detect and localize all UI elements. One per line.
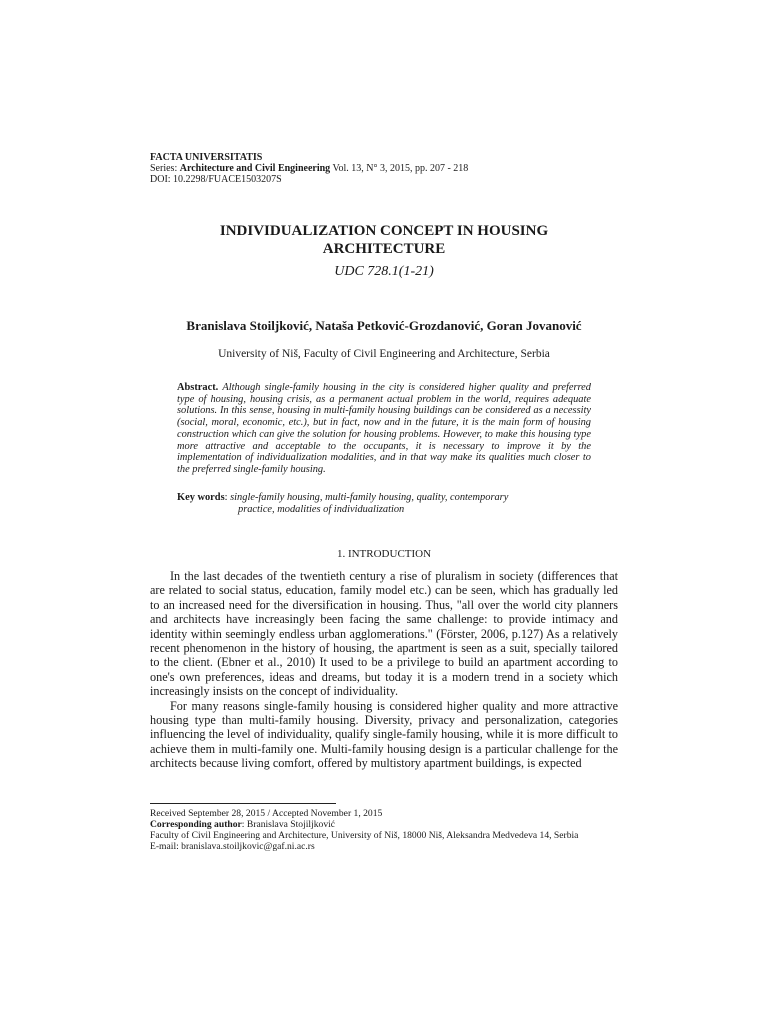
- series-details: Vol. 13, N° 3, 2015, pp. 207 - 218: [330, 163, 469, 174]
- footnote-divider: [150, 803, 336, 804]
- section-number: 1. I: [336, 548, 352, 560]
- section-heading: [150, 548, 618, 560]
- title-line-1: INDIVIDUALIZATION CONCEPT IN HOUSING: [219, 223, 549, 239]
- authors: Branislava Stoiljković, Nataša Petković-Grozdanović, Goran Jovanović: [186, 318, 582, 333]
- series-line: [150, 163, 468, 174]
- paper-title: [150, 222, 618, 258]
- abstract-label: Abstract.: [177, 382, 219, 393]
- corresponding-author: [150, 819, 618, 830]
- title-line-2: ARCHITECTURE: [322, 241, 446, 257]
- paragraph: In the last decades of the twentieth century a rise of pluralism in society (differences that are related to social status, education, family model etc.) can be seen, which has gradually led to an increased need for the diversification in housing. Thus, "all over the world city planners and architects have increasingly been facing the same challenge: to provide intimacy and identity within seemingly endless urban agglomerations." (Förster, 2006, p.127) As a relatively recent phenomenon in the history of housing, the apartment is seen as a suit, specially tailored to the client. (Ebner et al., 2010) It used to be a privilege to build an apartment according to one's own preferences, ideas and dreams, but today it is a modern trend in a society which increasingly insists on the concept of individuality.: [150, 569, 618, 699]
- footnote: [150, 808, 618, 852]
- doi: DOI: 10.2298/FUACE1503207S: [150, 174, 282, 185]
- affiliation: University of Niš, Faculty of Civil Engineering and Architecture, Serbia: [218, 348, 550, 360]
- received-dates: Received September 28, 2015 / Accepted November 1, 2015: [150, 808, 383, 819]
- abstract: [177, 382, 591, 476]
- corresponding-name: : Branislava Stojiljković: [241, 819, 336, 830]
- body-text: [150, 569, 618, 771]
- series-prefix: Series:: [150, 163, 180, 174]
- author-email: E-mail: branislava.stoiljkovic@gaf.ni.ac.rs: [150, 841, 315, 852]
- journal-header: [150, 152, 468, 185]
- journal-name: FACTA UNIVERSITATIS: [150, 152, 263, 163]
- keywords-line-1: single-family housing, multi-family housing, quality, contemporary: [230, 492, 509, 503]
- corresponding-label: Corresponding author: [150, 819, 242, 830]
- series-name: Architecture and Civil Engineering: [179, 163, 331, 174]
- abstract-text: Although single-family housing in the city is considered higher quality and preferred type of housing, housing crisis, as a permanent actual problem in the world, requires adequate solutions. In this sense, housing in multi-family housing buildings can be considered as a necessity (social, moral, economic, etc.), but in fact, now and in the future, it is the main form of housing construction which can give the solution for housing problems. However, to make this housing type more attractive and acceptable to the occupants, it is necessary to improve it by the implementation of individualization modalities, and in that way make its qualities much closer to the preferred single-family housing.: [177, 382, 591, 475]
- section-title-rest: NTRODUCTION: [351, 548, 432, 560]
- paragraph: For many reasons single-family housing is considered higher quality and more attractive housing type than multi-family housing. Diversity, privacy and personalization, categories influencing the level of individuality, qualify single-family housing, while it is more difficult to achieve them in multi-family one. Multi-family housing design is a particular challenge for the architects because living comfort, offered by multistory apartment buildings, is expected: [150, 698, 618, 771]
- keywords-line-2: practice, modalities of individualization: [238, 504, 405, 515]
- keywords: Key words: single-family housing, multi-family housing, quality, contemporary practice, modalities of individualization: [177, 492, 591, 516]
- udc-code: UDC 728.1(1-21): [334, 264, 434, 279]
- author-address: Faculty of Civil Engineering and Architecture, University of Niš, 18000 Niš, Aleksandra Medvedeva 14, Serbia: [150, 830, 579, 841]
- keywords-label: Key words: [177, 492, 225, 503]
